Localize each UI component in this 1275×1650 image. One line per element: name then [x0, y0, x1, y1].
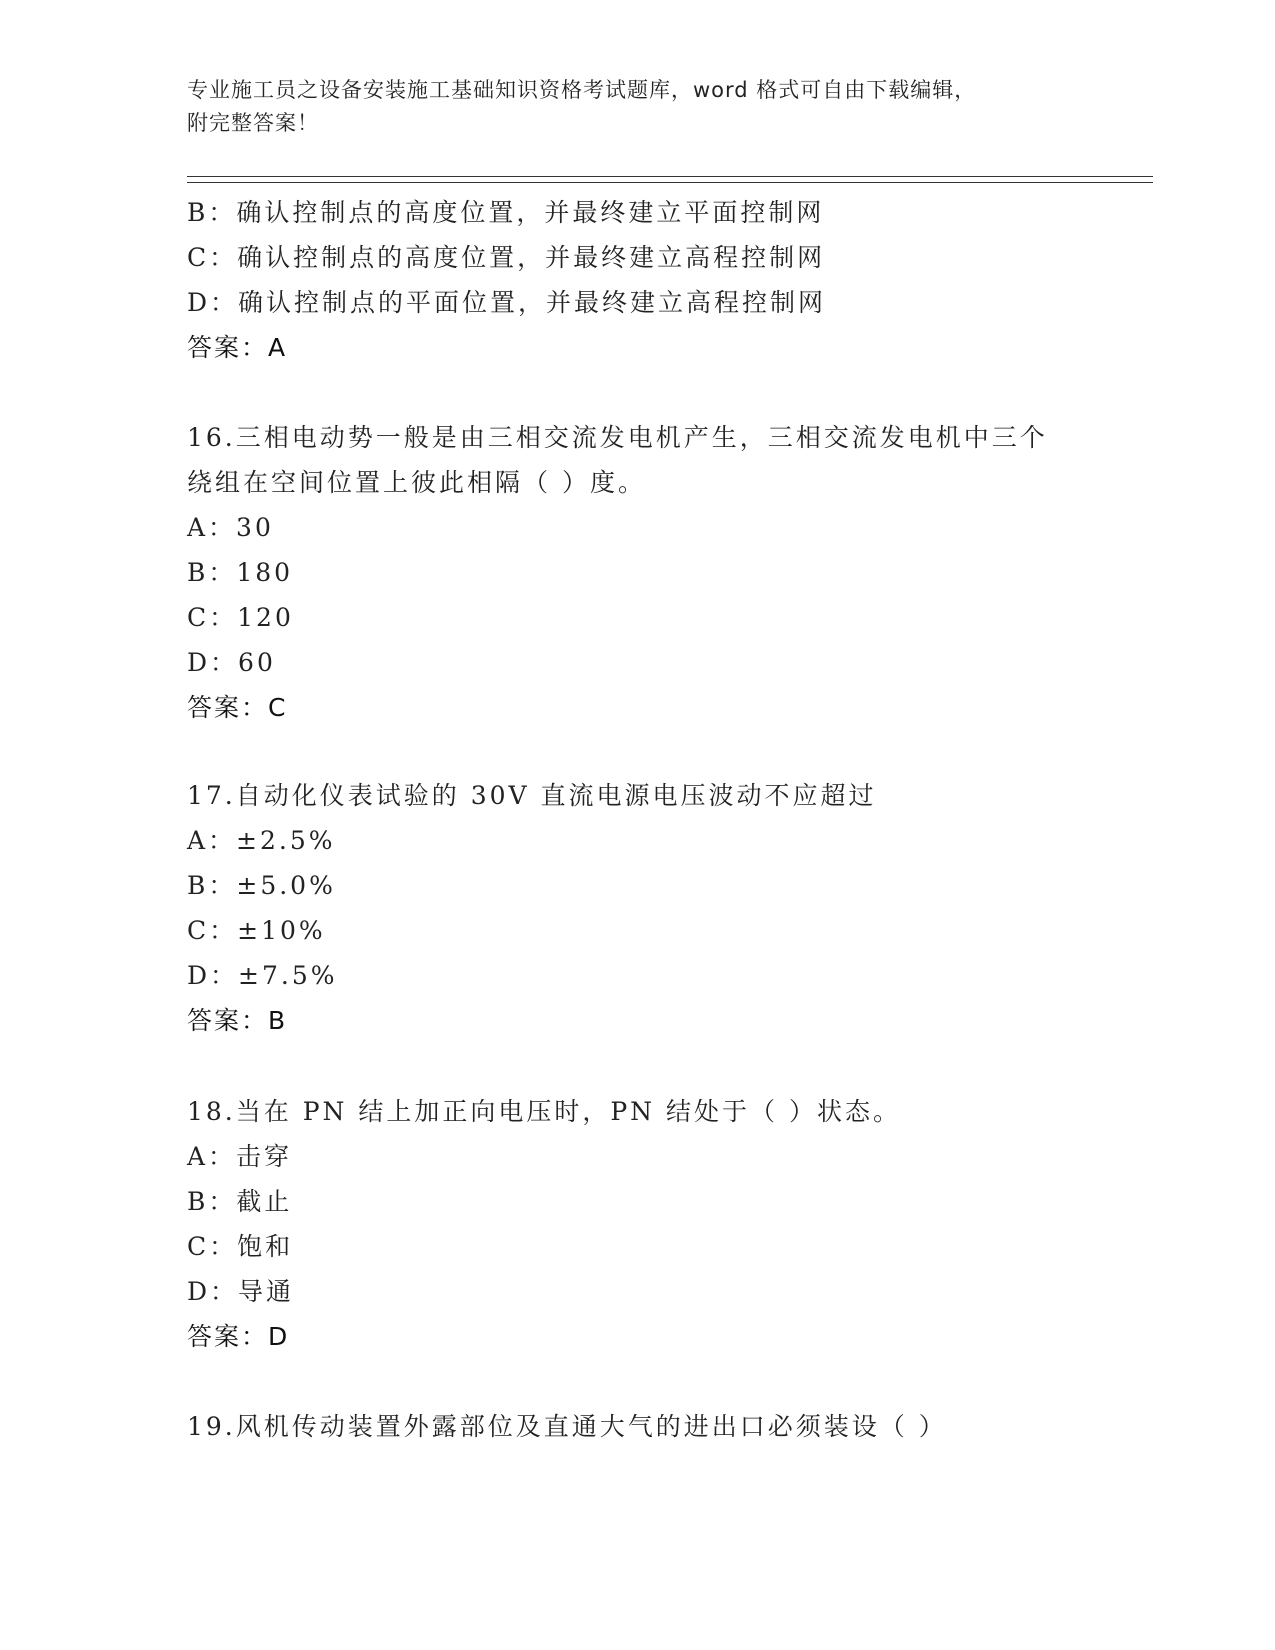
q15-option-b: B：确认控制点的高度位置，并最终建立平面控制网	[187, 198, 825, 227]
q16-answer: 答案：C	[187, 693, 288, 722]
q15-option-c: C：确认控制点的高度位置，并最终建立高程控制网	[187, 243, 826, 272]
q19-stem: 19.风机传动装置外露部位及直通大气的进出口必须装设（ ）	[187, 1412, 947, 1441]
q16-option-d: D：60	[187, 648, 276, 677]
q17-option-c: C：±10%	[187, 916, 326, 945]
q17-option-d: D：±7.5%	[187, 961, 338, 990]
q16-stem-line-2: 绕组在空间位置上彼此相隔（ ）度。	[187, 468, 646, 497]
q18-stem: 18.当在 PN 结上加正向电压时，PN 结处于（ ）状态。	[187, 1097, 901, 1126]
q15-option-d: D：确认控制点的平面位置，并最终建立高程控制网	[187, 288, 827, 317]
header-divider-top	[187, 176, 1153, 177]
q18-option-c: C：饱和	[187, 1232, 294, 1261]
header-line-1: 专业施工员之设备安装施工基础知识资格考试题库，word 格式可自由下载编辑，	[187, 78, 977, 102]
q18-option-d: D：导通	[187, 1277, 295, 1306]
q16-option-c: C：120	[187, 603, 294, 632]
header-line-2: 附完整答案！	[187, 111, 319, 135]
q17-answer: 答案：B	[187, 1006, 288, 1035]
q17-option-b: B：±5.0%	[187, 871, 336, 900]
q16-option-b: B：180	[187, 558, 294, 587]
q17-option-a: A：±2.5%	[187, 826, 336, 855]
q18-option-b: B：截止	[187, 1187, 293, 1216]
document-header	[187, 74, 1087, 140]
q17-stem: 17.自动化仪表试验的 30V 直流电源电压波动不应超过	[187, 781, 877, 810]
q16-option-a: A：30	[187, 513, 274, 542]
q15-answer: 答案：A	[187, 333, 288, 362]
q18-answer: 答案：D	[187, 1322, 290, 1351]
q18-option-a: A：击穿	[187, 1142, 293, 1171]
header-divider-bottom	[187, 182, 1153, 183]
q16-stem-line-1: 16.三相电动势一般是由三相交流发电机产生，三相交流发电机中三个	[187, 423, 1048, 452]
